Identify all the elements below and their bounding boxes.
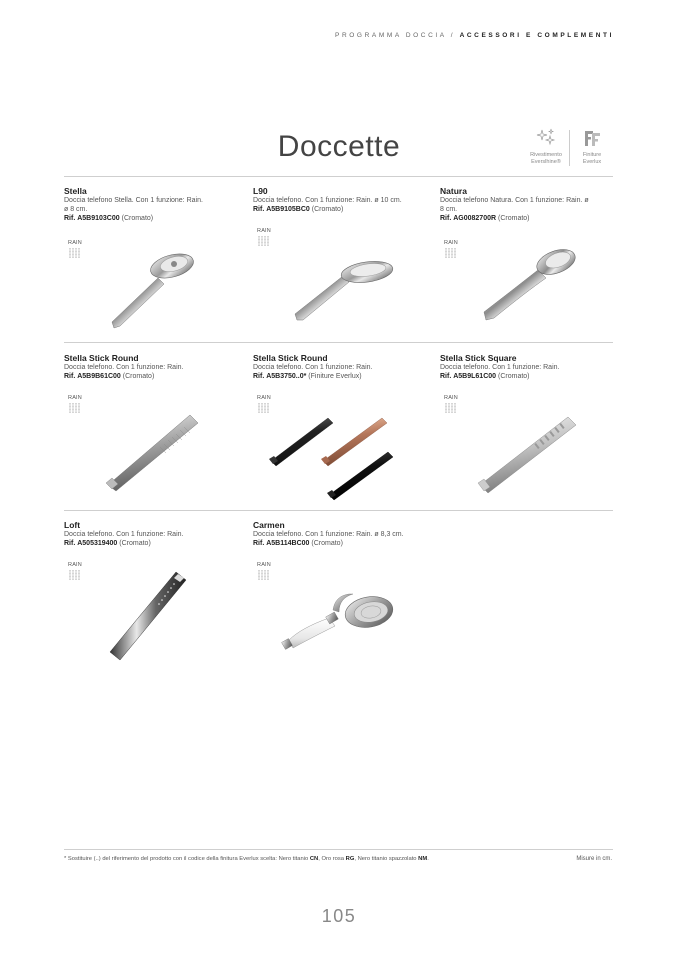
footer-divider — [64, 849, 613, 850]
ref-finish: (Cromato) — [498, 373, 530, 380]
ref-label: Rif. — [253, 206, 265, 213]
product-reference — [64, 372, 244, 381]
product-description: Doccia telefono. Con 1 funzione: Rain. ø 10 cm. — [253, 197, 402, 204]
product-card — [64, 353, 244, 513]
ref-code: A5B9L61C00 — [453, 373, 497, 380]
rain-label: RAIN — [257, 228, 271, 234]
badge1-line2: Everslhine® — [531, 158, 561, 165]
badge2-line2: Everlux — [582, 158, 602, 165]
product-reference — [253, 372, 433, 381]
rain-badge — [440, 395, 462, 419]
footnote-code-cn: CN — [309, 856, 319, 862]
product-card — [440, 353, 620, 513]
loft-shower-image — [104, 570, 194, 670]
product-reference — [64, 539, 244, 548]
ref-finish: (Cromato) — [122, 373, 155, 380]
stick-square-image — [476, 409, 596, 501]
product-name: Stella Stick Square — [440, 353, 517, 363]
everslhine-badge — [526, 128, 566, 165]
product-description: Doccia telefono Natura. Con 1 funzione: Rain. ø 8 cm. — [440, 197, 589, 213]
header-separator: / — [450, 32, 456, 39]
product-card — [440, 186, 620, 346]
product-reference — [253, 539, 433, 548]
badge2-line1: Finiture — [582, 152, 602, 158]
page-number: 105 — [321, 906, 357, 926]
natura-shower-image — [476, 242, 596, 334]
divider-top — [64, 176, 613, 177]
footnote-text: * Sostituire (..) del riferimento del prodotto con il codice della finitura Everlux scelta: Nero titanio — [64, 856, 309, 862]
running-header — [335, 32, 614, 39]
rain-label: RAIN — [257, 562, 271, 568]
ff-finish-icon — [581, 128, 603, 148]
product-name: Natura — [440, 186, 467, 196]
finish-badges — [526, 128, 614, 168]
product-reference — [440, 214, 620, 223]
ref-label: Rif. — [253, 373, 265, 380]
product-description: Doccia telefono. Con 1 funzione: Rain. — [253, 364, 373, 371]
product-name: Stella Stick Round — [253, 353, 328, 363]
stella-shower-image — [100, 242, 220, 334]
product-card — [253, 353, 433, 513]
rain-spray-icon — [443, 402, 459, 414]
product-reference — [440, 372, 620, 381]
product-name: Carmen — [253, 520, 285, 530]
l90-shower-image — [289, 242, 409, 334]
product-description: Doccia telefono. Con 1 funzione: Rain. ø 8,3 cm. — [253, 531, 404, 538]
header-section: PROGRAMMA DOCCIA — [335, 32, 447, 39]
rain-label: RAIN — [257, 395, 271, 401]
measure-note: Misure in cm. — [576, 856, 612, 862]
ref-label: Rif. — [64, 215, 76, 222]
ref-finish: (Cromato) — [119, 540, 151, 547]
product-name: L90 — [253, 186, 268, 196]
rain-badge — [253, 562, 275, 586]
footnote-mid1: , Oro rosa — [318, 856, 345, 862]
product-card — [64, 186, 244, 346]
badge-divider — [569, 130, 570, 166]
product-description: Doccia telefono Stella. Con 1 funzione: Rain. ø 8 cm. — [64, 197, 203, 213]
product-reference — [64, 214, 244, 223]
stick-round-chrome-image — [100, 409, 220, 501]
ref-finish: (Cromato) — [311, 206, 344, 213]
ref-code: A5B9103C00 — [77, 215, 120, 222]
ref-label: Rif. — [253, 540, 265, 547]
footnote-code-nm: NM — [418, 856, 428, 862]
footnote-mid2: , Nero titanio spazzolato — [354, 856, 417, 862]
ref-label: Rif. — [64, 540, 76, 547]
product-description: Doccia telefono. Con 1 funzione: Rain. — [64, 531, 184, 538]
rain-label: RAIN — [68, 395, 82, 401]
ref-label: Rif. — [64, 373, 76, 380]
ref-label: Rif. — [440, 373, 452, 380]
rain-badge — [64, 395, 86, 419]
ref-label: Rif. — [440, 215, 452, 222]
sparkle-icon — [535, 128, 557, 148]
footnote-code-rg: RG — [345, 856, 355, 862]
product-reference — [253, 205, 433, 214]
product-description: Doccia telefono. Con 1 funzione: Rain. — [64, 364, 184, 371]
rain-spray-icon — [256, 569, 272, 581]
badge1-line1: Rivestimento — [530, 152, 562, 158]
ref-finish: (Finiture Everlux) — [308, 373, 362, 380]
rain-spray-icon — [256, 235, 272, 247]
rain-spray-icon — [443, 247, 459, 259]
product-card — [253, 520, 433, 680]
ref-code: AG0082700R — [453, 215, 497, 222]
rain-label: RAIN — [68, 562, 82, 568]
ref-code: A5B9105BC0 — [266, 206, 310, 213]
ref-code: A5B3750..0* — [266, 373, 307, 380]
rain-badge — [253, 228, 275, 252]
page-title: Doccette — [277, 130, 401, 163]
ref-code: A5B114BC00 — [266, 540, 310, 547]
rain-badge — [64, 240, 86, 264]
rain-badge — [440, 240, 462, 264]
ref-finish: (Cromato) — [311, 540, 343, 547]
everlux-badge — [572, 128, 612, 165]
rain-spray-icon — [67, 247, 83, 259]
product-description: Doccia telefono. Con 1 funzione: Rain. — [440, 364, 560, 371]
rain-spray-icon — [67, 569, 83, 581]
stick-round-everlux-image — [267, 409, 397, 501]
rain-label: RAIN — [68, 240, 82, 246]
rain-badge — [64, 562, 86, 586]
carmen-shower-image — [281, 588, 397, 658]
ref-code: A505319400 — [77, 540, 118, 547]
header-subsection: ACCESSORI E COMPLEMENTI — [459, 32, 614, 39]
ref-code: A5B9B61C00 — [77, 373, 121, 380]
footnote-end: . — [427, 856, 429, 862]
product-name: Stella — [64, 186, 87, 196]
rain-spray-icon — [67, 402, 83, 414]
product-name: Loft — [64, 520, 81, 530]
finish-footnote — [64, 856, 544, 862]
rain-label: RAIN — [444, 395, 458, 401]
product-card — [64, 520, 244, 680]
product-name: Stella Stick Round — [64, 353, 139, 363]
ref-finish: (Cromato) — [498, 215, 530, 222]
ref-finish: (Cromato) — [121, 215, 154, 222]
product-card — [253, 186, 433, 346]
rain-label: RAIN — [444, 240, 458, 246]
